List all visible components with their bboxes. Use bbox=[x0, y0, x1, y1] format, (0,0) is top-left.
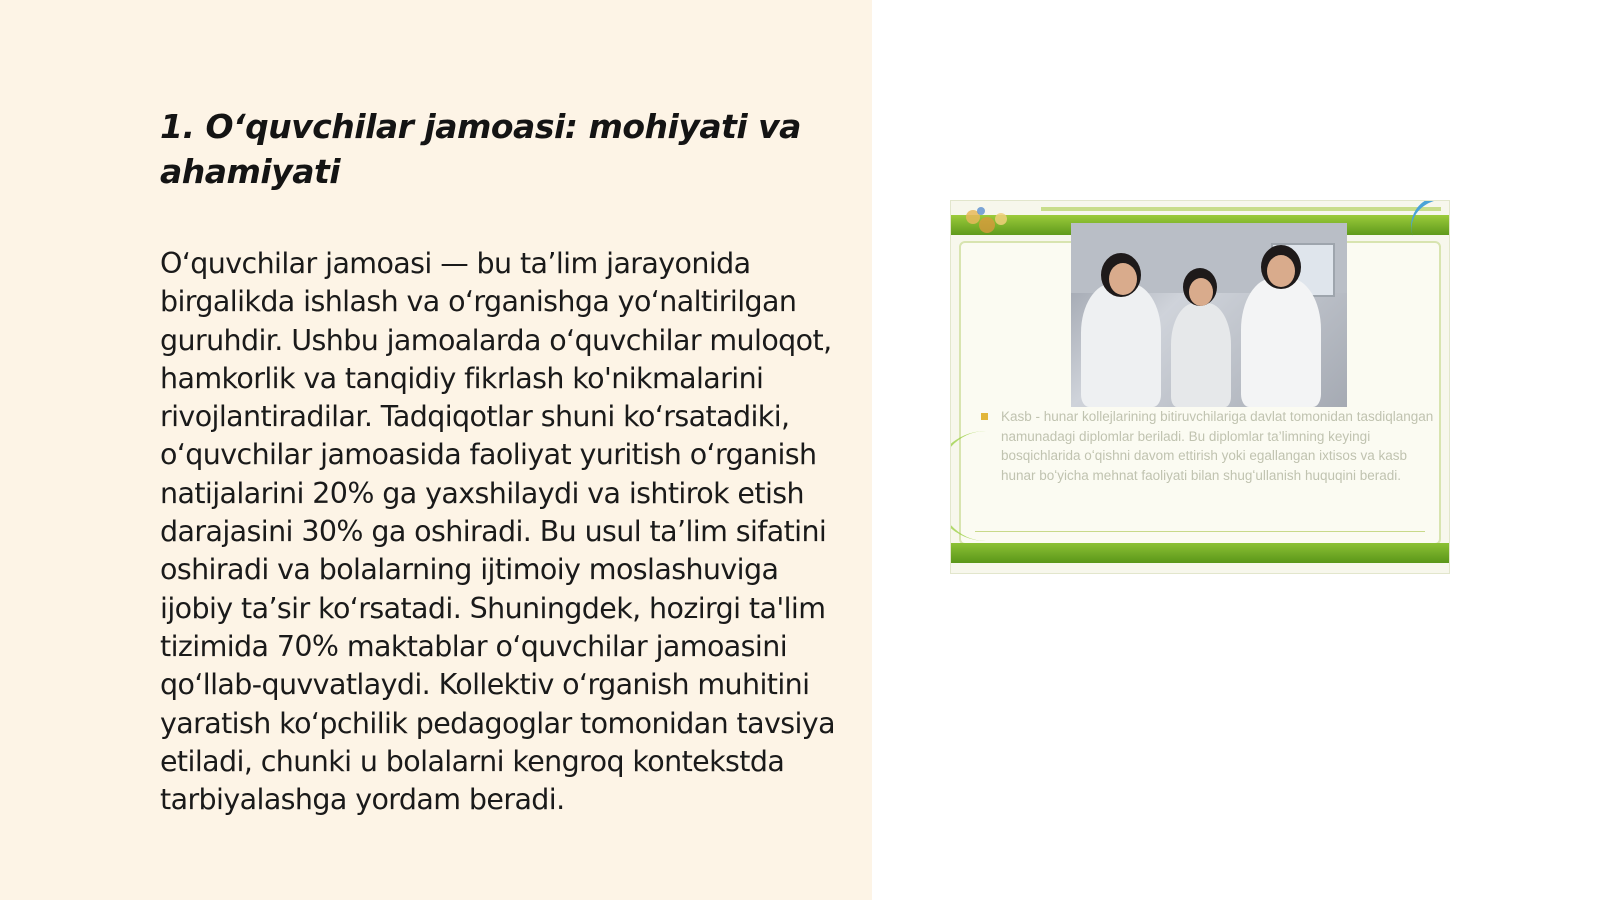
photo-face bbox=[1267, 255, 1295, 287]
slide-title: 1. Oʻquvchilar jamoasi: mohiyati va ahamiyati bbox=[160, 107, 801, 191]
students-photo bbox=[1071, 223, 1347, 407]
photo-person bbox=[1081, 283, 1161, 407]
embedded-slide-image bbox=[950, 200, 1450, 574]
caption-divider bbox=[975, 531, 1425, 532]
photo-face bbox=[1189, 278, 1213, 306]
photo-person bbox=[1241, 278, 1321, 407]
photo-face bbox=[1109, 263, 1137, 295]
flower-ornament-icon bbox=[957, 203, 1017, 243]
top-decorative-stripe bbox=[1041, 207, 1441, 211]
photo-person bbox=[1171, 303, 1231, 407]
bottom-green-bar bbox=[951, 543, 1449, 563]
slide-body-text: Oʻquvchilar jamoasi — bu ta’lim jarayonida birgalikda ishlash va oʻrganishga yoʻnaltirilgan guruhdir. Ushbu jamoalarda oʻquvchilar muloqot, hamkorlik va tanqidiy fikrlash ko'nikmalarini rivojlantiradilar. Tadqiqotlar shuni koʻrsatadiki, oʻquvchilar jamoasida faoliyat yuritish oʻrganish natijalarini 20% ga yaxshilaydi va ishtirok etish darajasini 30% ga oshiradi. Bu usul ta’lim sifatini oshiradi va bolalarning ijtimoiy moslashuviga ijobiy ta’sir koʻrsatadi. Shuningdek, hozirgi ta'lim tizimida 70% maktablar oʻquvchilar jamoasini qoʻllab-quvvatlaydi. Kollektiv oʻrganish muhitini yaratish koʻpchilik pedagoglar tomonidan tavsiya etiladi, chunki u bolalarni kengroq kontekstda tarbiyalashga yordam beradi. bbox=[160, 247, 835, 817]
embedded-caption: Kasb - hunar kollejlarining bitiruvchilariga davlat tomonidan tasdiqlangan namunadagi diplomlar beriladi. Bu diplomlar ta’limning keyingi bosqichlarida oʻqishni davom ettirish yoki egallangan ixtisos va kasb hunar boʻyicha mehnat faoliyati bilan shugʻullanish huquqini beradi. bbox=[1001, 409, 1434, 483]
